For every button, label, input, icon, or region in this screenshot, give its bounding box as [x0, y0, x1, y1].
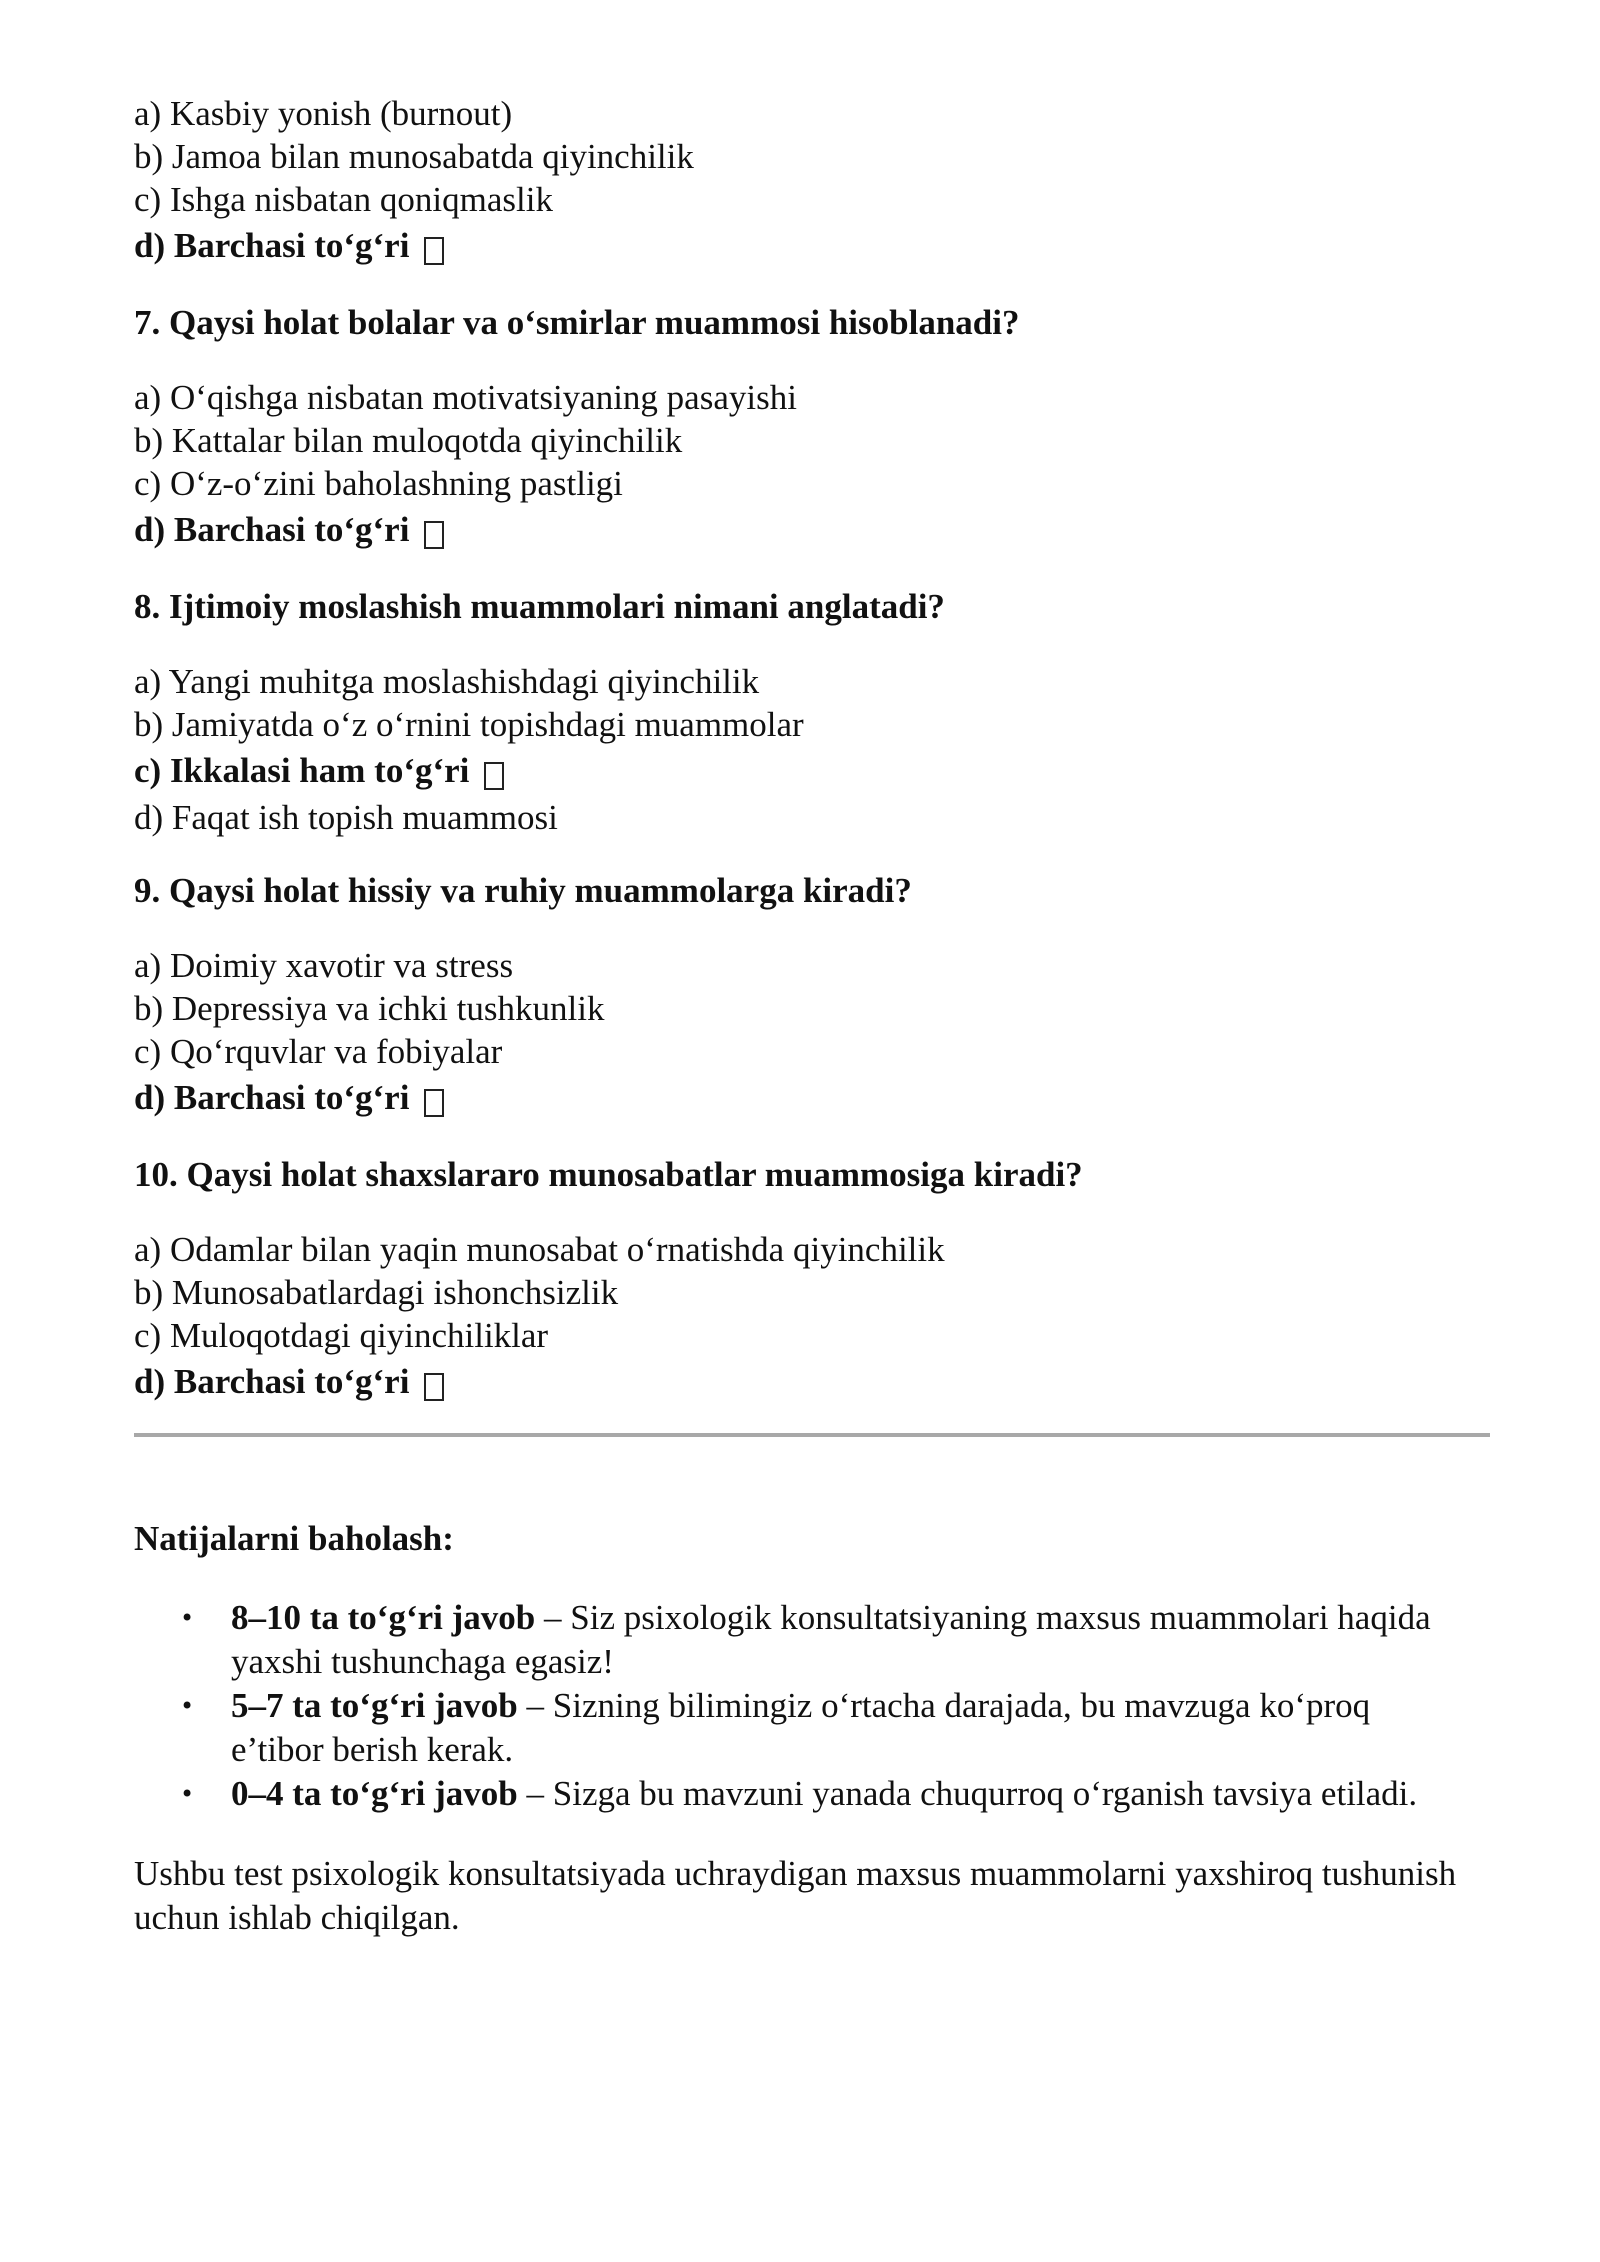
evaluation-text: – Sizga bu mavzuni yanada chuqurroq o‘rganish tavsiya etiladi. [517, 1774, 1418, 1813]
q10-option-b: b) Munosabatlardagi ishonchsizlik [134, 1273, 619, 1312]
question-8 [134, 585, 1490, 839]
checkmark-icon [424, 237, 444, 265]
q9-option-b: b) Depressiya va ichki tushkunlik [134, 989, 605, 1028]
question-8-title: 8. Ijtimoiy moslashish muammolari nimani anglatadi? [134, 587, 945, 626]
checkmark-icon [424, 1089, 444, 1117]
bullet-icon: • [180, 1780, 195, 1808]
horizontal-divider [134, 1433, 1490, 1437]
q9-option-d-correct: d) Barchasi to‘g‘ri [134, 1073, 1490, 1123]
evaluation-title: Natijalarni baholash: [134, 1519, 454, 1558]
question-6-options [134, 92, 1490, 271]
document-page [134, 92, 1490, 1940]
q6-option-d-correct: d) Barchasi to‘g‘ri [134, 221, 1490, 271]
q8-option-c-correct: c) Ikkalasi ham to‘g‘ri [134, 746, 1490, 796]
q7-option-d-correct: d) Barchasi to‘g‘ri [134, 505, 1490, 555]
q10-option-d-correct: d) Barchasi to‘g‘ri [134, 1357, 1490, 1407]
q7-option-a: a) O‘qishga nisbatan motivatsiyaning pasayishi [134, 378, 797, 417]
question-10 [134, 1153, 1490, 1407]
evaluation-range: 5–7 ta to‘g‘ri javob [231, 1686, 518, 1725]
checkmark-icon [424, 521, 444, 549]
evaluation-text: – Siz psixologik konsultatsiyaning maxsus muammolari haqida yaxshi tushunchaga egasiz! [231, 1598, 1431, 1681]
question-9-title: 9. Qaysi holat hissiy va ruhiy muammolarga kiradi? [134, 871, 912, 910]
question-7 [134, 301, 1490, 555]
q10-option-a: a) Odamlar bilan yaqin munosabat o‘rnatishda qiyinchilik [134, 1230, 945, 1269]
checkmark-icon [424, 1373, 444, 1401]
bullet-icon: • [180, 1604, 195, 1632]
q6-option-c: c) Ishga nisbatan qoniqmaslik [134, 180, 553, 219]
evaluation-item-low [134, 1772, 1471, 1816]
q7-option-b: b) Kattalar bilan muloqotda qiyinchilik [134, 421, 683, 460]
evaluation-list [134, 1596, 1490, 1816]
q10-option-c: c) Muloqotdagi qiyinchiliklar [134, 1316, 549, 1355]
evaluation-text: – Sizning bilimingiz o‘rtacha darajada, bu mavzuga ko‘proq e’tibor berish kerak. [231, 1686, 1371, 1769]
q7-option-c: c) O‘z-o‘zini baholashning pastligi [134, 464, 623, 503]
question-9 [134, 869, 1490, 1123]
q9-option-c: c) Qo‘rquvlar va fobiyalar [134, 1032, 503, 1071]
q9-option-a: a) Doimiy xavotir va stress [134, 946, 514, 985]
question-10-title: 10. Qaysi holat shaxslararo munosabatlar muammosiga kiradi? [134, 1155, 1083, 1194]
q8-option-a: a) Yangi muhitga moslashishdagi qiyinchilik [134, 662, 760, 701]
bullet-icon: • [180, 1692, 195, 1720]
q8-option-b: b) Jamiyatda o‘z o‘rnini topishdagi muammolar [134, 705, 804, 744]
q6-option-a: a) Kasbiy yonish (burnout) [134, 94, 513, 133]
evaluation-item-high [134, 1596, 1471, 1684]
evaluation-range: 8–10 ta to‘g‘ri javob [231, 1598, 536, 1637]
q8-option-d: d) Faqat ish topish muammosi [134, 798, 558, 837]
closing-paragraph: Ushbu test psixologik konsultatsiyada uchraydigan maxsus muammolarni yaxshiroq tushunish uchun ishlab chiqilgan. [134, 1854, 1457, 1937]
evaluation-range: 0–4 ta to‘g‘ri javob [231, 1774, 518, 1813]
checkmark-icon [484, 762, 504, 790]
q6-option-b: b) Jamoa bilan munosabatda qiyinchilik [134, 137, 694, 176]
evaluation-item-medium [134, 1684, 1471, 1772]
question-7-title: 7. Qaysi holat bolalar va o‘smirlar muammosi hisoblanadi? [134, 303, 1020, 342]
